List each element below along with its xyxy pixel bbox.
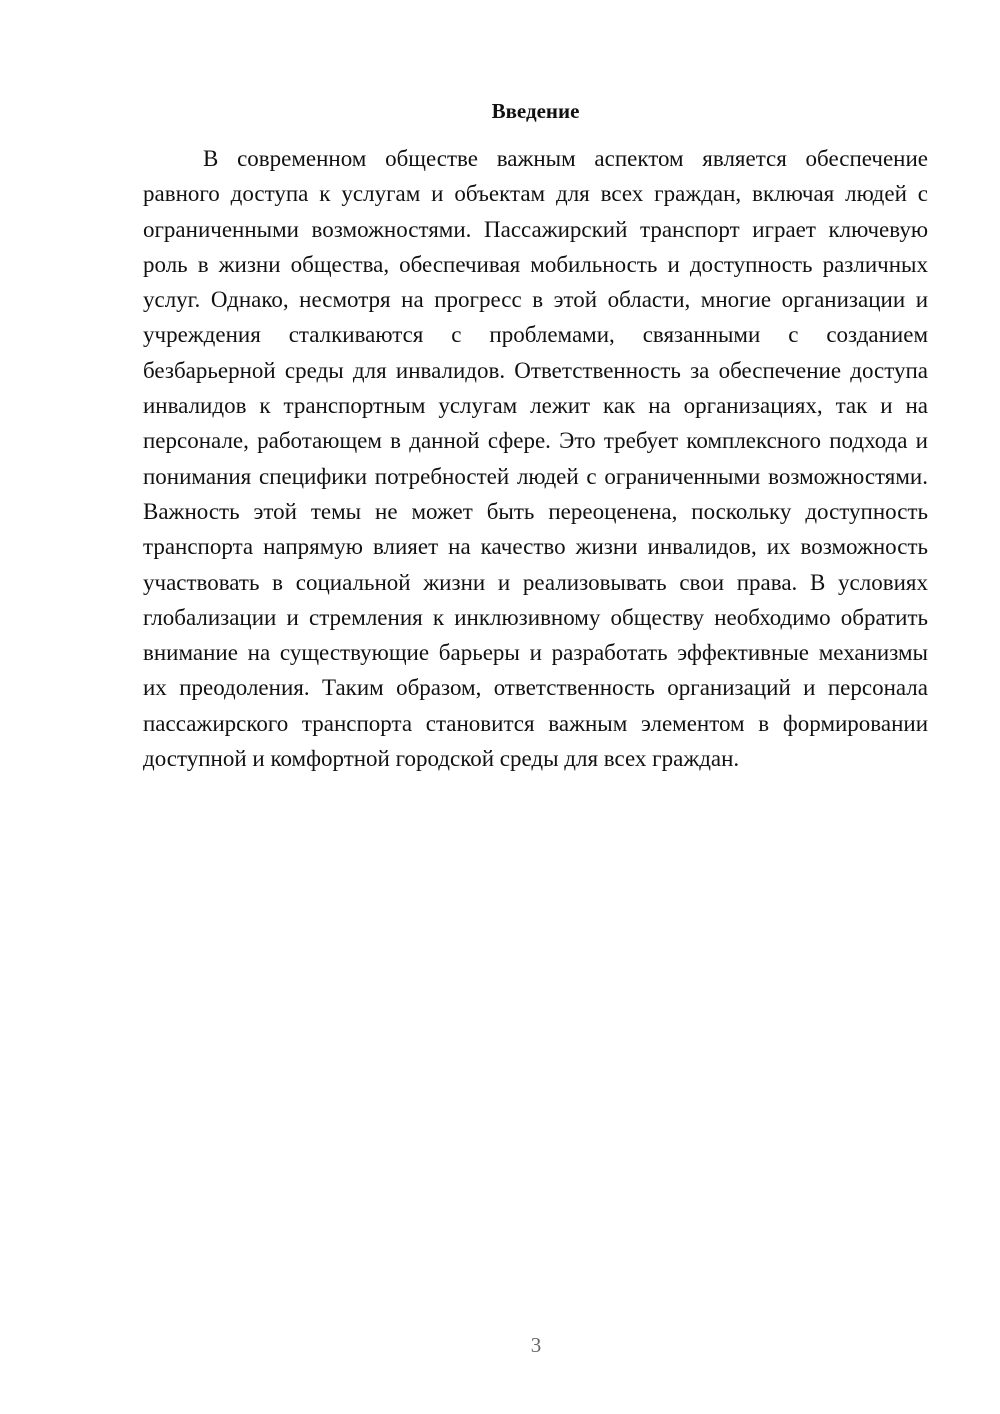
document-body [143,95,928,776]
section-title: Введение [491,99,580,123]
body-paragraph: В современном обществе важным аспектом является обеспечение равного доступа к услугам и объектам для всех граждан, включая людей с ограниченными возможностями. Пассажирский транспорт играет ключевую роль в жизни общества, обеспечивая мобильность и доступность различных услуг. Однако, несмотря на прогресс в этой области, многие организации и учреждения сталкиваются с проблемами, связанными с созданием безбарьерной среды для инвалидов. Ответственность за обеспечение доступа инвалидов к транспортным услугам лежит как на организациях, так и на персонале, работающем в данной сфере. Это требует комплексного подхода и понимания специфики потребностей людей с ограниченными возможностями. Важность этой темы не может быть переоценена, поскольку доступность транспорта напрямую влияет на качество жизни инвалидов, их возможность участвовать в социальной жизни и реализовывать свои права. В условиях глобализации и стремления к инклюзивному обществу необходимо обратить внимание на существующие барьеры и разработать эффективные механизмы их преодоления. Таким образом, ответственность организаций и персонала пассажирского транспорта становится важным элементом в формировании доступной и комфортной городской среды для всех граждан. [143,146,928,772]
page-number: 3 [530,1333,542,1357]
